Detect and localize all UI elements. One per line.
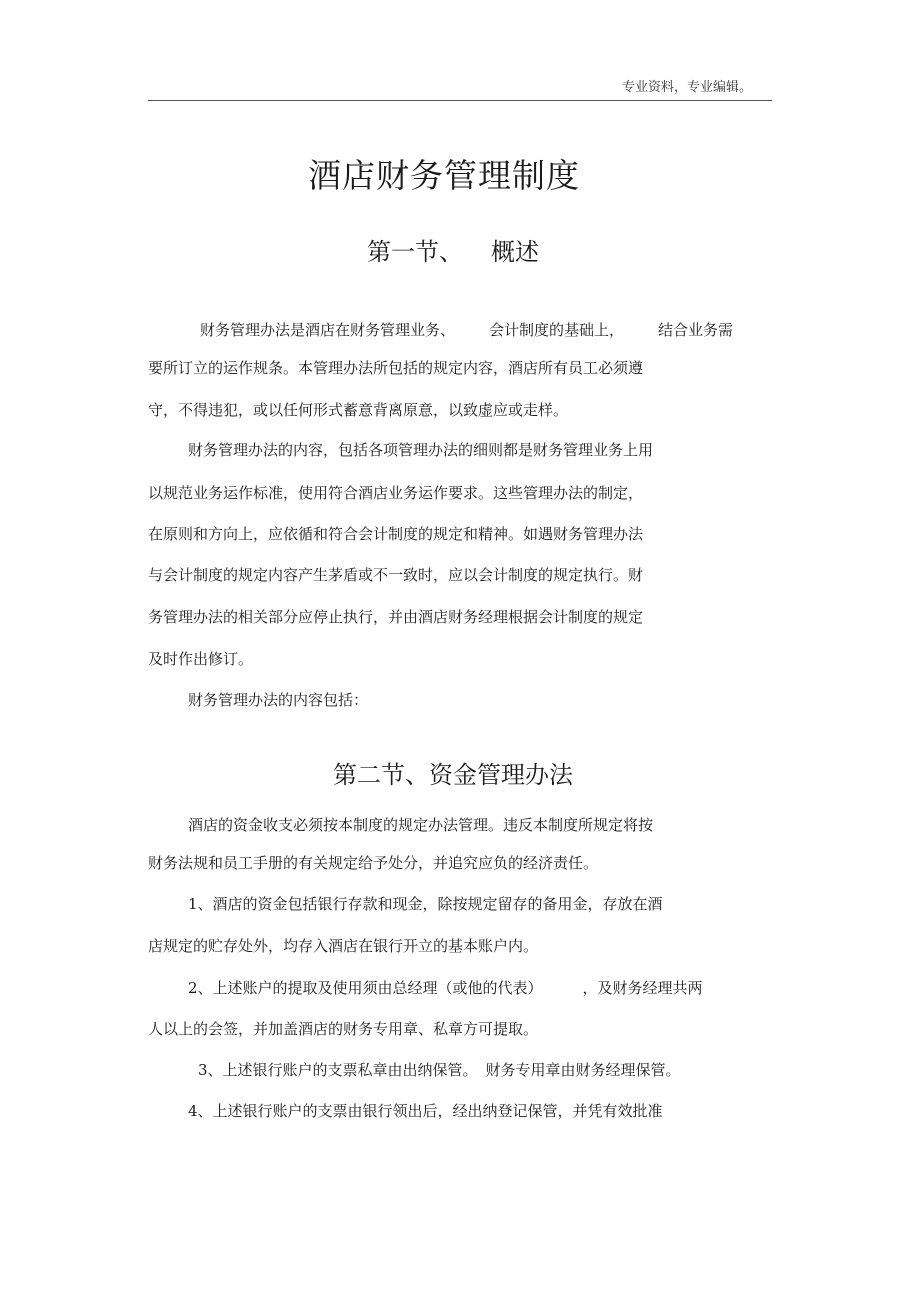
s2-item2-line1-part-b: ，及财务经理共两 <box>582 979 703 997</box>
s2-item2-line1 <box>188 978 703 998</box>
s2-item2-line1-part-a: 2、上述账户的提取及使用须由总经理（或他的代表） <box>188 979 543 997</box>
s2-intro-line1: 酒店的资金收支必须按本制度的规定办法管理。违反本制度所规定将按 <box>188 816 654 834</box>
s2-item1-line2: 店规定的贮存处外，均存入酒店在银行开立的基本账户内。 <box>148 937 539 955</box>
s1-p2-line3: 在原则和方向上，应依循和符合会计制度的规定和精神。如遇财务管理办法 <box>148 525 644 543</box>
s1-p2-line4: 与会计制度的规定内容产生茅盾或不一致时，应以会计制度的规定执行。财 <box>148 566 644 584</box>
s1-p2-line2: 以规范业务运作标准，使用符合酒店业务运作要求。这些管理办法的制定， <box>148 484 644 502</box>
s1-p1-line1 <box>200 320 733 340</box>
s1-p2-line1: 财务管理办法的内容，包括各项管理办法的细则都是财务管理业务上用 <box>188 441 654 459</box>
s2-item4-line1: 4、上述银行账户的支票由银行领出后，经出纳登记保管，并凭有效批准 <box>188 1102 663 1120</box>
document-title: 酒店财务管理制度 <box>308 156 580 195</box>
s1-p3-line1: 财务管理办法的内容包括： <box>188 691 369 709</box>
section-1-heading <box>0 232 906 267</box>
s2-item2-line2: 人以上的会签，并加盖酒店的财务专用章、私章方可提取。 <box>148 1020 539 1038</box>
s1-p1-line1-part-a: 财务管理办法是酒店在财务管理业务、 <box>200 321 456 339</box>
s1-p2-line6: 及时作出修订。 <box>148 650 254 668</box>
section-1-number: 第一节、 <box>367 238 463 266</box>
s2-item1-line1: 1、酒店的资金包括银行存款和现金，除按规定留存的备用金，存放在酒 <box>188 895 663 913</box>
header-rule <box>148 100 772 101</box>
section-2-heading: 第二节、资金管理办法 <box>333 761 573 789</box>
s2-item3-line1-part-b: 财务专用章由财务经理保管。 <box>485 1061 681 1079</box>
s1-p2-line5: 务管理办法的相关部分应停止执行，并由酒店财务经理根据会计制度的规定 <box>148 608 644 626</box>
s1-p1-line3: 守，不得违犯，或以任何形式蓄意背离原意，以致虚应或走样。 <box>148 401 569 419</box>
section-1-title: 概述 <box>491 238 539 266</box>
s1-p1-line1-part-c: 结合业务需 <box>658 321 734 339</box>
s2-intro-line2: 财务法规和员工手册的有关规定给予处分，并追究应负的经济责任。 <box>148 854 599 872</box>
header-note: 专业资料，专业编辑。 <box>621 80 752 95</box>
s2-item3-line1-part-a: 3、上述银行账户的支票私章由出纳保管。 <box>198 1061 478 1079</box>
s1-p1-line2: 要所订立的运作规条。本管理办法所包括的规定内容，酒店所有员工必须遵 <box>148 359 644 377</box>
s1-p1-line1-part-b: 会计制度的基础上， <box>489 321 625 339</box>
s2-item3-line1 <box>198 1060 681 1080</box>
